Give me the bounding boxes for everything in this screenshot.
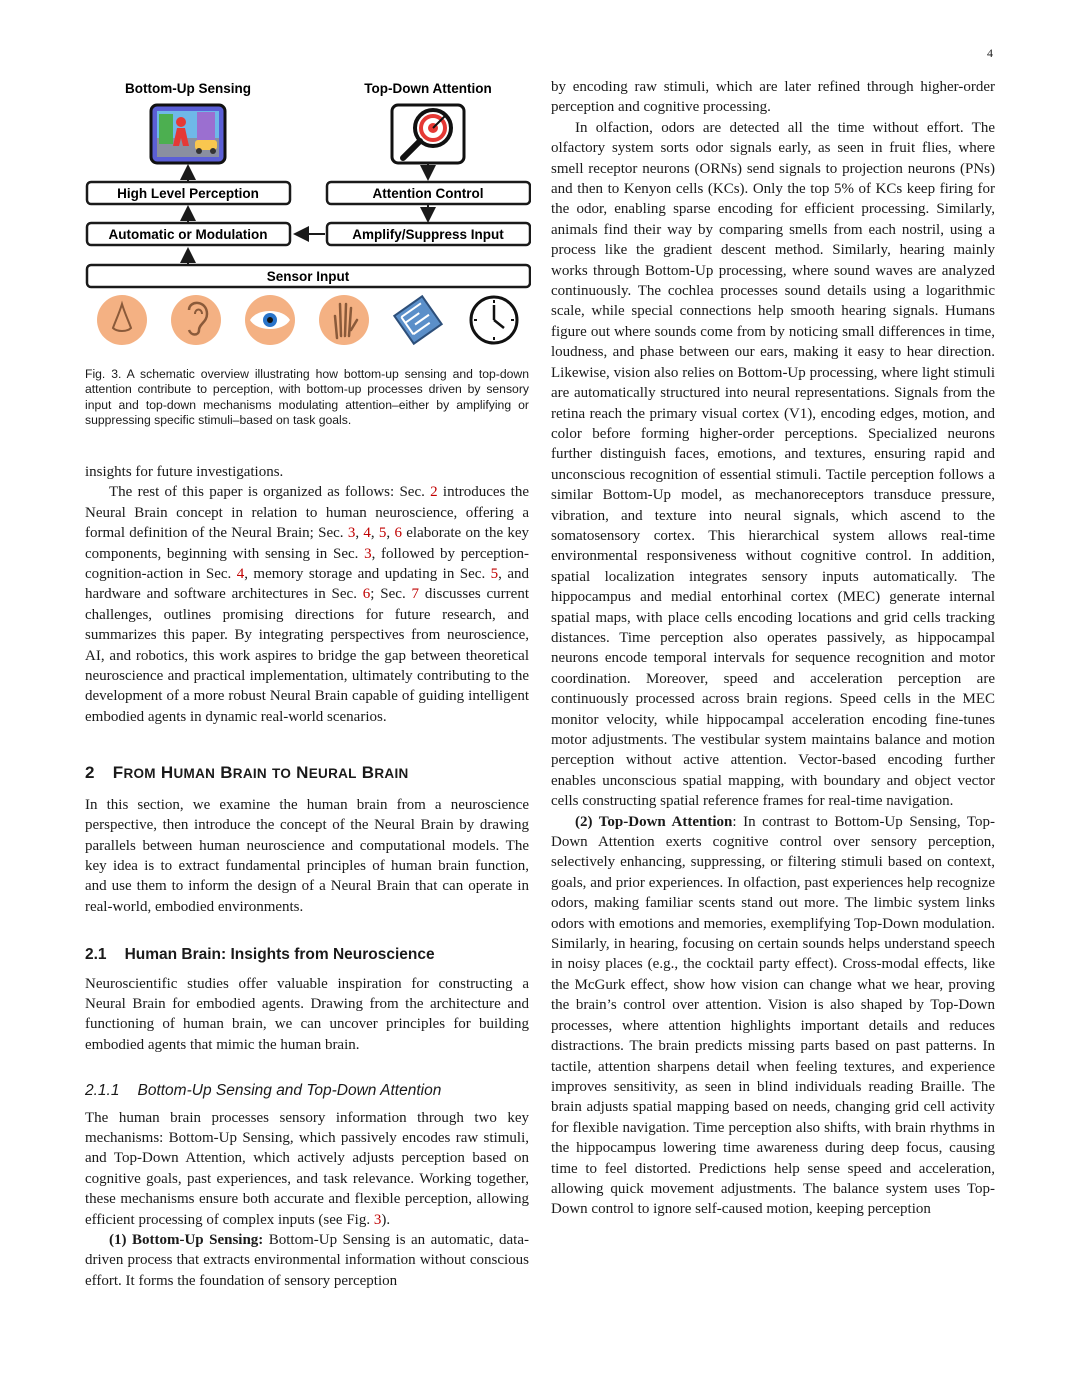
figure-caption: Fig. 3. A schematic overview illustrating how bottom-up sensing and top-down attention contribute to perception, with bottom-up processes driven by sensory input and top-down mechanisms modulating attention–either by amplifying or suppressing specific stimuli–based on task goals. [85,367,529,428]
page-number: 4 [987,46,993,60]
section-2-heading: 2 FROM HUMAN BRAIN TO NEURAL BRAIN [85,763,409,783]
automatic-modulation-label: Automatic or Modulation [108,227,268,242]
high-level-perception-label: High Level Perception [117,186,259,201]
figure-3 [85,78,531,358]
amplify-suppress-label: Amplify/Suppress Input [352,227,504,242]
ref-fig-3[interactable]: 3 [373,1211,382,1228]
sensor-input-label: Sensor Input [266,269,350,284]
ref-sec-7[interactable]: 7 [411,586,420,603]
ref-sec-4[interactable]: 4 [363,525,371,542]
left-column [85,462,529,1291]
magnifier-target-icon [392,105,464,163]
nose-icon [97,295,147,345]
subsection-2-1-heading: 2.1 Human Brain: Insights from Neuroscience [85,946,435,964]
paragraph-organization: The rest of this paper is organized as follows: Sec. 2 introduces the Neural Brain concept in relation to human neuroscience, offering a formal definition of the Neural Brain; Sec. 3, 4, 5, 6 elaborate on the key components, beginning with sensing in Sec. 3, followed by perception-cognition-action in Sec. 4, memory storage and updating in Sec. 5, and hardware and software architectures in Sec. 6; Sec. 7 discusses current challenges, outlines promising directions for future research, and summarizes this paper. By integrating perspectives from neuroscience, AI, and robotics, this work aspires to bridge the gap between theoretical neuroscience and practical implementation, ultimately contributing to the development of a more robust Neural Brain capable of guiding intelligent embodied agents in dynamic real-world scenarios. [85,484,530,725]
ear-icon [171,295,221,345]
subsubsection-2-1-1-heading: 2.1.1 Bottom-Up Sensing and Top-Down Attention [85,1082,442,1100]
ref-sec-2[interactable]: 2 [430,484,438,501]
ref-sec-6b[interactable]: 6 [362,586,371,603]
ref-sec-5[interactable]: 5 [378,525,387,542]
eye-icon [245,295,295,345]
paragraph-mechanisms: The human brain processes sensory information through two key mechanisms: Bottom-Up Sensing, which passively encodes raw stimuli, and Top-Down Attention, which actively adjusts perception based on cognitive goals, past experiences, and task relevance. Working together, these mechanisms ensure both accurate and flexible perception, allowing efficient processing of complex inputs (see Fig. 3). [85,1109,529,1228]
figure-diagram [85,78,531,358]
paragraph-neuroscience: Neuroscientific studies offer valuable inspiration for constructing a Neural Brain for embodied agents. Drawing from the architecture and functioning of human brain, we can uncover principles for building embodied agents that mimic the human brain. [85,975,529,1053]
paragraph-continuation: insights for future investigations. [85,464,284,480]
paragraph-top-down: (2) Top-Down Attention: In contrast to Bottom-Up Sensing, Top-Down Attention exerts cognitive control over sensory perception, selectively enhancing, suppressing, or filtering stimuli based on context, goals, and prior experiences. In olfaction, past experiences help recognize odors, making familiar scents stand out more. The limbic system links odors with emotions and memories, exemplifying Top-Down modulation. Similarly, in hearing, focusing on certain sounds helps understand speech in noisy places (e.g., the cocktail party effect). Cross-modal effects, like the McGurk effect, show how vision can change what we hear, proving the brain’s control over attention. Vision is also shaped by Top-Down processes, where attention highlights important details and reduces distractions. The brain predicts missing parts based on past patterns. In tactile, attention sharpens detail when feeling textures, and experience improves sensitivity, as seen in blind individuals reading Braille. The brain adjusts spatial mapping based on needs, changing grid cell activity for flexible navigation. Time perception also shifts, with brain rhythms in the hippocampus lowering time awareness during deep focus, causing time to feel distorted. Predictions help sense speed and acceleration, allowing quick movement adjustments. The balance system uses Top-Down control to ignore self-caused motion, keeping perception [551,813,995,1218]
header-top-down: Top-Down Attention [364,81,492,96]
street-scene-icon [151,105,225,163]
header-bottom-up: Bottom-Up Sensing [125,81,251,96]
paragraph-bottom-up: (1) Bottom-Up Sensing: Bottom-Up Sensing is an automatic, data-driven process that extracts environmental information without conscious effort. It forms the foundation of sensory perception [85,1232,529,1289]
maze-icon [394,296,441,343]
hand-icon [319,295,369,345]
ref-sec-4b[interactable]: 4 [236,566,245,583]
clock-icon [471,297,517,343]
ref-sec-6[interactable]: 6 [394,525,402,542]
paragraph-continuation-right: by encoding raw stimuli, which are later refined through higher-order perception and cognitive processing. [551,79,995,116]
attention-control-label: Attention Control [372,186,484,201]
paragraph-section-intro: In this section, we examine the human brain from a neuroscience perspective, then introduce the concept of the Neural Brain by drawing parallels between human neuroscience and computational models. The key idea is to extract fundamental principles of human brain function, and use them to inform the design of a Neural Brain that can operate in real-world, embodied environments. [85,796,529,915]
ref-sec-3[interactable]: 3 [347,525,356,542]
ref-sec-3b[interactable]: 3 [364,545,372,562]
ref-sec-5b[interactable]: 5 [490,566,499,583]
right-column [551,77,995,1220]
paragraph-bottom-up-details: In olfaction, odors are detected all the time without effort. The olfactory system sorts odor signals early, as seen in fruit flies, where smell receptor neurons (ORNs) send signals to projection neurons (PNs) and then to Kenyon cells (KCs). Only the top 5% of KCs keep firing for the odor, enabling sparse encoding for efficient processing. Similarly, animals find their way by comparing smells from each nostril, using a process like the gradient descent method. Similarly, hearing mainly works through Bottom-Up processing, where sound waves are analyzed continuously. The cochlea processes sound details using a logarithmic scale, while special connections help smooth hearing signals. Humans figure out where sounds come from by noticing small differences in time, loudness, and phase between our ears, making it easy to hear direction. Likewise, vision also relies on Bottom-Up processing, where light stimuli are automatically structured into neural representations. Signals from the retina reach the primary visual cortex (V1), encoding edges, motion, and color before forming higher-order perceptions. Specialized neurons further distinguish faces, emotions, and textures, ensuring rapid and unconscious recognition of essential stimuli. Tactile perception follows a similar Bottom-Up model, as mechanoreceptors transduce pressure, vibration, and texture into neural signals, which ascend to the somatosensory cortex. This hierarchical system allows real-time environmental responsiveness without cognitive control. In addition, spatial localization integrates sensory inputs automatically. The hippocampus and medial entorhinal cortex (MEC) generate internal spatial maps, with place cells encoding locations and grid cells tracking distances. Time perception also operates passively, as hippocampal neurons encode temporal intervals for sequence recognition and motor coordination. Moreover, speed and acceleration perception are continuously processed across brain regions. Speed cells in the MEC monitor velocity, while hippocampal acceleration encoding fine-tunes motor adjustments. The vestibular system maintains balance and motion perception without active attention. Vector-based encoding further enables unconscious spatial mapping, with boundary and object vector cells constructing spatial reference frames for real-time navigation. [551,119,995,810]
